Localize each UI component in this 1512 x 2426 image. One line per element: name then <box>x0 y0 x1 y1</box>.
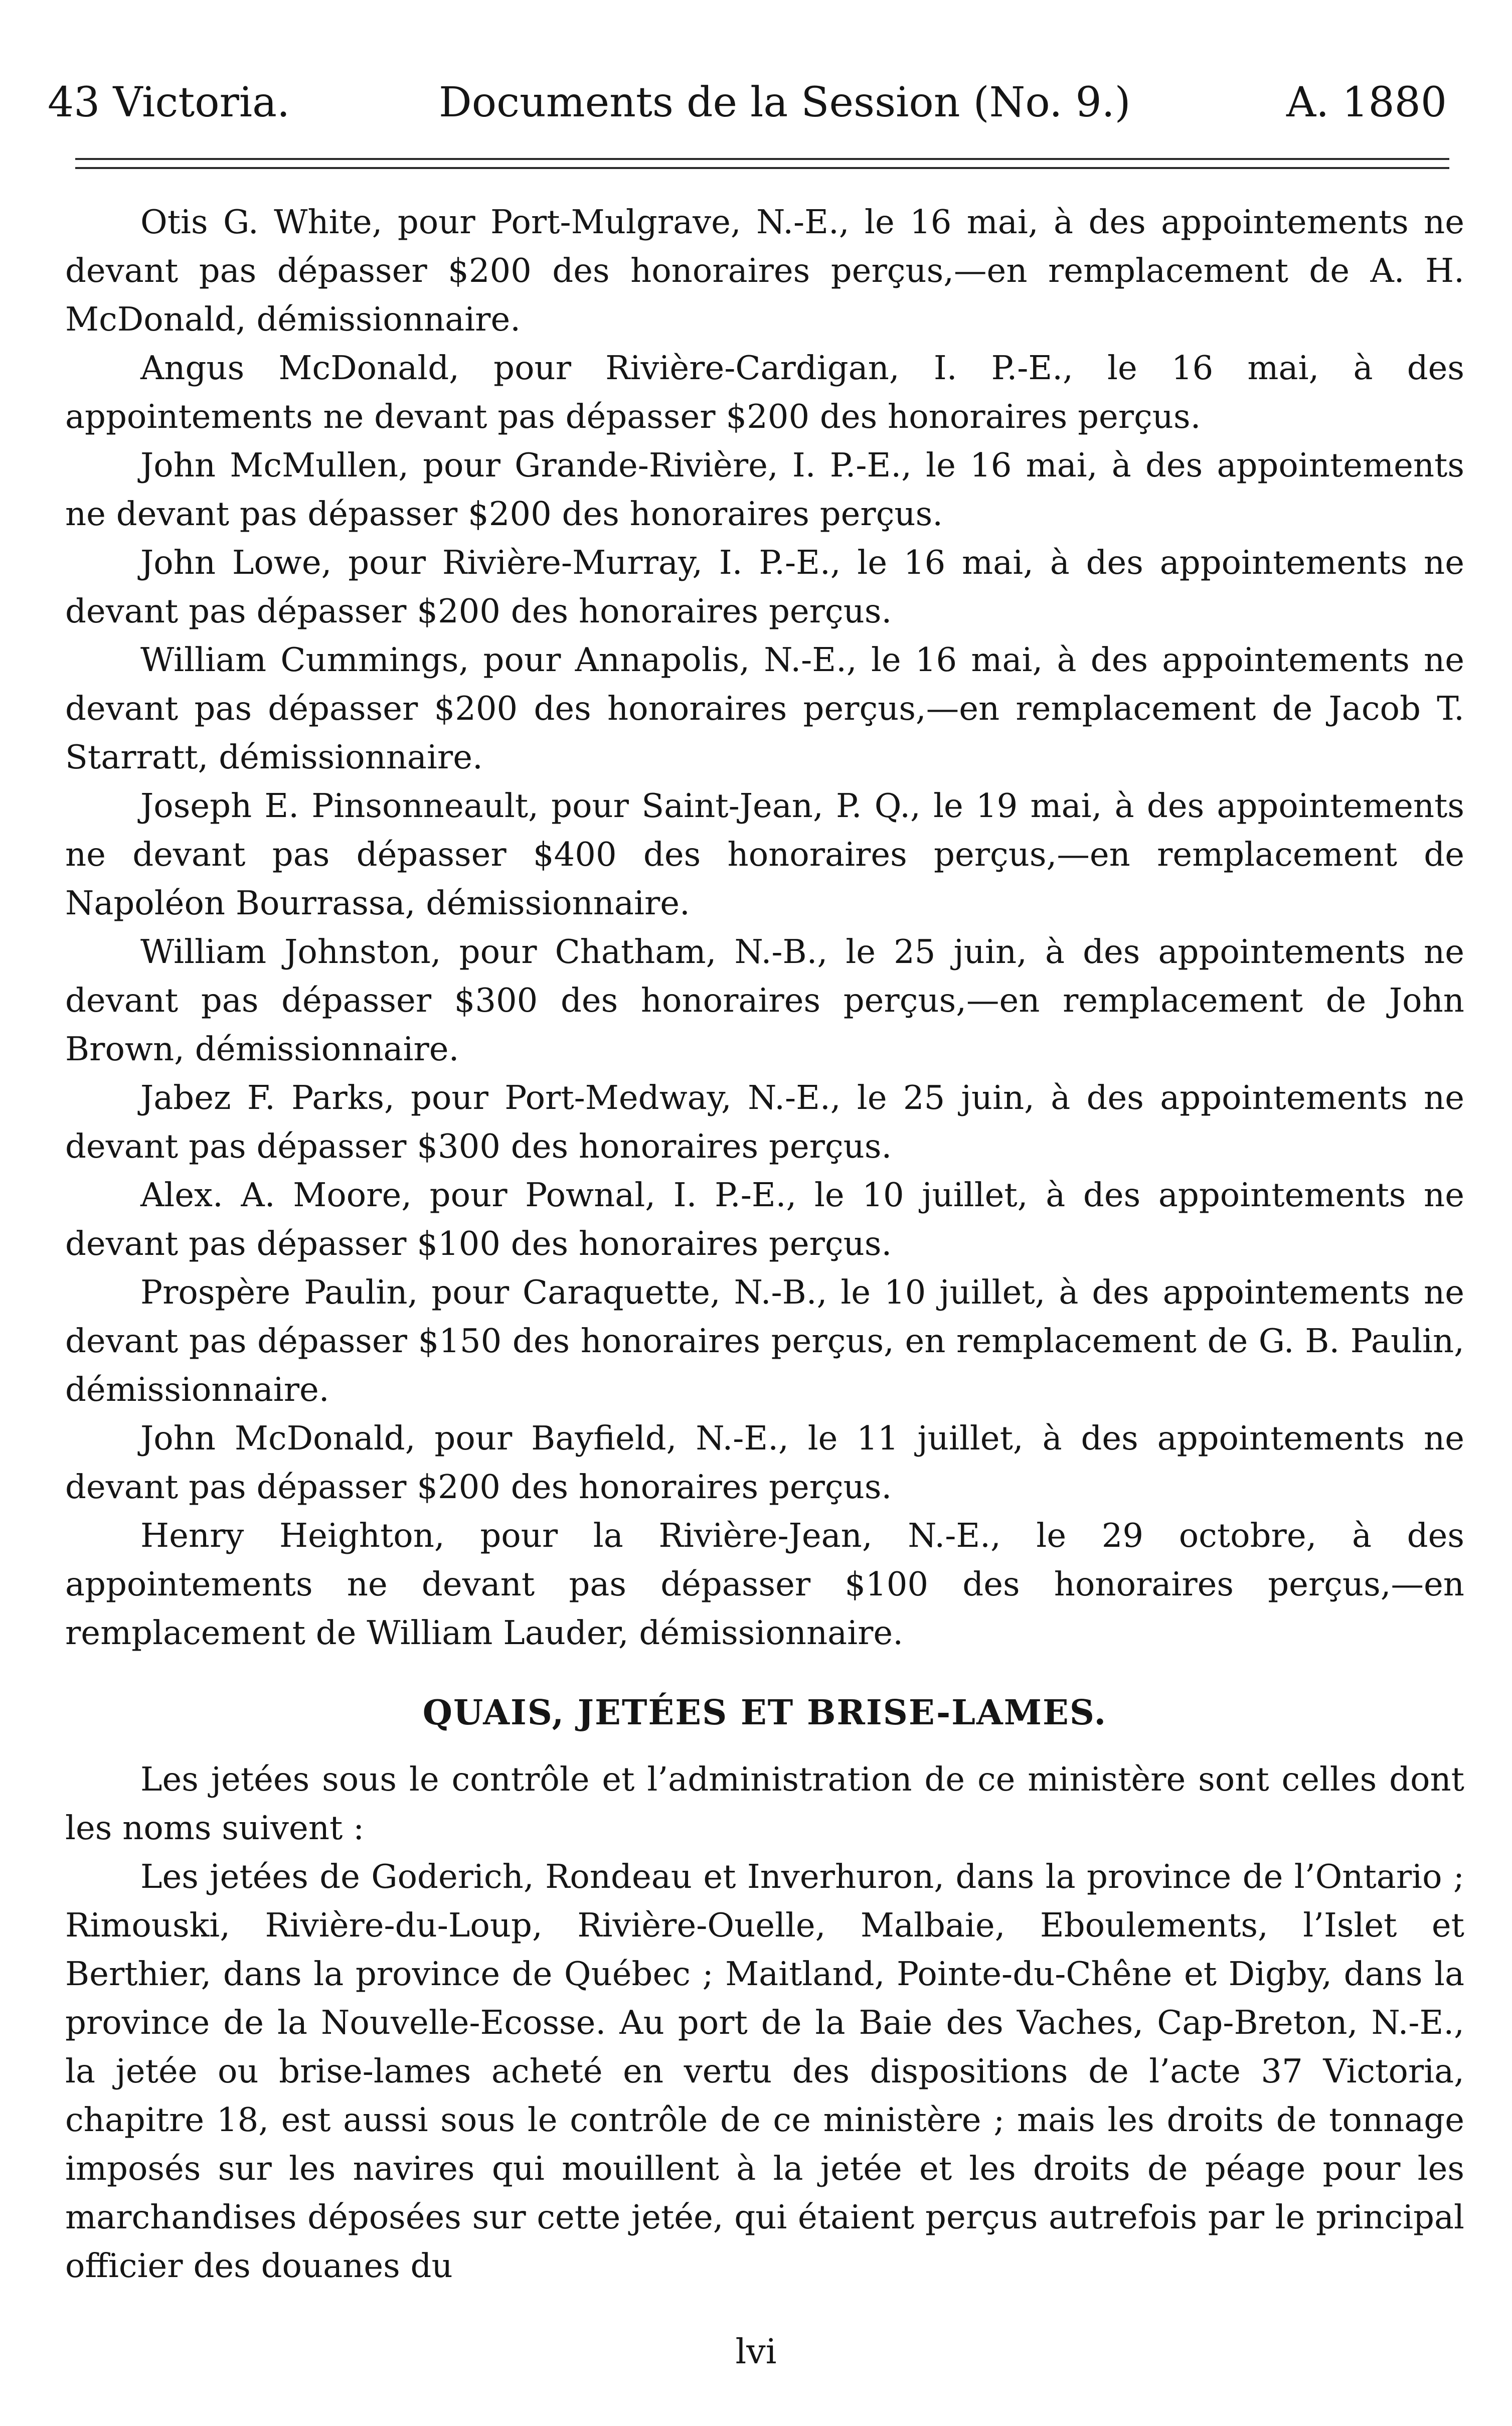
appointment-entry: Henry Heighton, pour la Rivière-Jean, N.-E., le 29 octobre, à des appointements ne devant pas dépasser $100 des honoraires perçus,—en remplacement de William Lauder, démissionnaire. <box>65 1517 1464 1652</box>
appointment-entry: William Johnston, pour Chatham, N.-B., le 25 juin, à des appointements ne devant pas dépasser $300 des honoraires perçus,—en remplacement de John Brown, démissionnaire. <box>65 933 1464 1068</box>
header-rule-top <box>75 158 1449 160</box>
section-paragraph: Les jetées sous le contrôle et l’administration de ce ministère sont celles dont les noms suivent : <box>65 1760 1464 1847</box>
header-year: A. 1880 <box>1286 79 1447 126</box>
header-rule-bottom <box>75 167 1449 169</box>
appointment-entry: Prospère Paulin, pour Caraquette, N.-B., le 10 juillet, à des appointements ne devant pas dépasser $150 des honoraires perçus, en remplacement de G. B. Paulin, démissionnaire. <box>65 1273 1464 1409</box>
appointment-entry: Alex. A. Moore, pour Pownal, I. P.-E., le 10 juillet, à des appointements ne devant pas dépasser $100 des honoraires perçus. <box>65 1176 1464 1263</box>
section-heading: QUAIS, JETÉES ET BRISE-LAMES. <box>422 1693 1107 1733</box>
header-regnal-year: 43 Victoria. <box>48 79 290 126</box>
appointment-entry: William Cummings, pour Annapolis, N.-E., le 16 mai, à des appointements ne devant pas dépasser $200 des honoraires perçus,—en remplacement de Jacob T. Starratt, démissionnaire. <box>65 641 1464 776</box>
page-number: lvi <box>735 2332 777 2372</box>
appointment-entry: John McMullen, pour Grande-Rivière, I. P.-E., le 16 mai, à des appointements ne devant pas dépasser $200 des honoraires perçus. <box>65 446 1464 533</box>
appointment-entry: Jabez F. Parks, pour Port-Medway, N.-E., le 25 juin, à des appointements ne devant pas dépasser $300 des honoraires perçus. <box>65 1079 1464 1166</box>
body-text <box>65 198 1464 2291</box>
appointment-entry: Otis G. White, pour Port-Mulgrave, N.-E., le 16 mai, à des appointements ne devant pas dépasser $200 des honoraires perçus,—en remplacement de A. H. McDonald, démissionnaire. <box>65 203 1464 339</box>
appointment-entry: Joseph E. Pinsonneault, pour Saint-Jean, P. Q., le 19 mai, à des appointements ne devant pas dépasser $400 des honoraires perçus,—en remplacement de Napoléon Bourrassa, démissionnaire. <box>65 787 1464 922</box>
section-paragraph: Les jetées de Goderich, Rondeau et Inverhuron, dans la province de l’Ontario ; Rimouski, Rivière-du-Loup, Rivière-Ouelle, Malbaie, Eboulements, l’Islet et Berthier, dans la province de Québec ; Maitland, Pointe-du-Chêne et Digby, dans la province de la Nouvelle-Ecosse. Au port de la Baie des Vaches, Cap-Breton, N.-E., la jetée ou brise-lames acheté en vertu des dispositions de l’acte 37 Victoria, chapitre 18, est aussi sous le contrôle de ce ministère ; mais les droits de tonnage imposés sur les navires qui mouillent à la jetée et les droits de péage pour les marchandises déposées sur cette jetée, qui étaient perçus autrefois par le principal officier des douanes du <box>65 1858 1464 2285</box>
header-title: Documents de la Session (No. 9.) <box>439 79 1131 126</box>
running-header <box>48 75 1447 130</box>
appointment-entry: Angus McDonald, pour Rivière-Cardigan, I. P.-E., le 16 mai, à des appointements ne devant pas dépasser $200 des honoraires perçus. <box>65 349 1464 436</box>
appointment-entry: John McDonald, pour Bayfield, N.-E., le 11 juillet, à des appointements ne devant pas dépasser $200 des honoraires perçus. <box>65 1419 1464 1506</box>
appointment-entry: John Lowe, pour Rivière-Murray, I. P.-E., le 16 mai, à des appointements ne devant pas dépasser $200 des honoraires perçus. <box>65 544 1464 630</box>
